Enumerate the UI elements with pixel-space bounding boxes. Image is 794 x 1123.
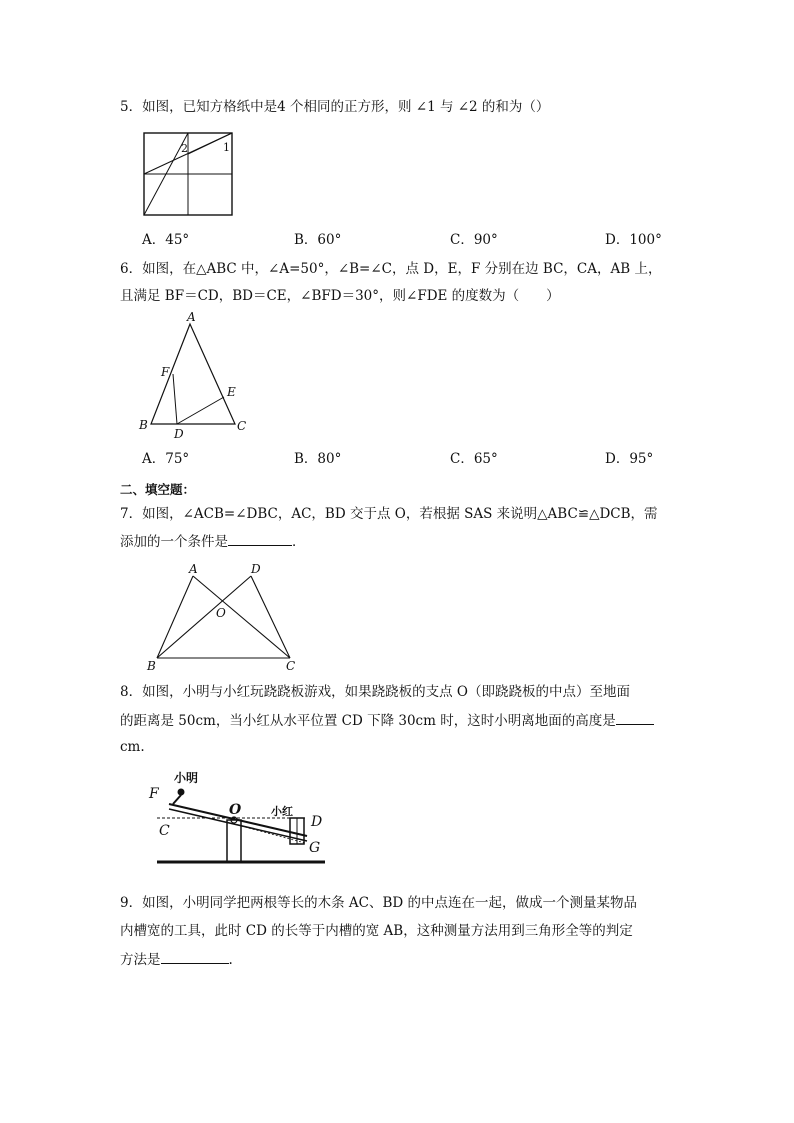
q6-stem-line1: 6．如图，在△ABC 中，∠A=50°，∠B=∠C，点 D，E，F 分别在边 BC，CA，AB 上， [120, 261, 662, 277]
q8-stem-line3: cm. [120, 739, 145, 755]
q7-answer-blank[interactable] [228, 532, 292, 546]
label-xiaohong: 小红 [271, 805, 293, 818]
section-title-fill-blank: 二、填空题： [120, 482, 196, 497]
label-f: F [149, 786, 159, 802]
q6-stem-line2: 且满足 BF＝CD，BD＝CE，∠BFD＝30°，则∠FDE 的度数为（ ） [120, 288, 560, 304]
q7-figure [145, 560, 305, 674]
q7-stem-line2 [120, 532, 306, 551]
q6-option-a[interactable]: A．75° [142, 451, 190, 467]
q9-stem-end: . [228, 952, 233, 968]
q8-answer-blank[interactable] [616, 711, 654, 725]
vertex-a: A [187, 310, 196, 324]
q7-stem-end: ． [292, 534, 306, 550]
q9-answer-blank[interactable] [161, 950, 229, 964]
vertex-b: B [139, 418, 148, 432]
segment-ab [157, 576, 193, 658]
vertex-f: F [161, 365, 170, 379]
vertex-c: C [286, 659, 296, 673]
vertex-b: B [147, 659, 156, 673]
label-d: D [311, 814, 323, 830]
q8-seesaw-figure [145, 768, 335, 868]
q8-stem-text: 的距离是 50cm，当小红从水平位置 CD 下降 30cm 时，这时小明离地面的高度是 [120, 713, 616, 729]
xiaoming-body [173, 795, 181, 804]
q9-stem-line3 [120, 950, 233, 969]
segment-bd [157, 576, 251, 658]
q5-grid-figure [143, 132, 235, 218]
label-g: G [309, 840, 321, 856]
q9-stem-line2: 内槽宽的工具，此时 CD 的长等于内槽的宽 AB，这种测量方法用到三角形全等的判定 [120, 923, 633, 939]
vertex-c: C [237, 419, 247, 433]
vertex-d: D [174, 427, 184, 441]
label-c: C [159, 823, 170, 839]
segment-ac [193, 576, 290, 658]
q5-option-c[interactable]: C．90° [450, 232, 498, 248]
q7-stem-line1: 7．如图，∠ACB=∠DBC，AC，BD 交于点 O，若根据 SAS 来说明△ABC≌△DCB，需 [120, 506, 658, 522]
q8-stem-line2 [120, 711, 654, 730]
q6-option-d[interactable]: D．95° [605, 451, 654, 467]
q5-option-d[interactable]: D．100° [605, 232, 662, 248]
segment-fd [173, 374, 177, 424]
q6-option-c[interactable]: C．65° [450, 451, 498, 467]
angle-label-1: 1 [223, 141, 230, 154]
point-o: O [216, 606, 226, 620]
q7-stem-text: 添加的一个条件是 [120, 534, 228, 550]
q6-triangle-figure [135, 312, 255, 442]
vertex-e: E [227, 385, 236, 399]
label-xiaoming: 小明 [174, 771, 199, 785]
q9-stem-text: 方法是 [120, 952, 161, 968]
angle-label-2: 2 [181, 142, 188, 155]
xiaoming-head [178, 789, 185, 796]
label-o: O [229, 802, 242, 818]
q8-stem-line1: 8．如图，小明与小红玩跷跷板游戏，如果跷跷板的支点 O（即跷跷板的中点）至地面 [120, 684, 630, 700]
vertex-a: A [189, 562, 198, 576]
q9-stem-line1: 9．如图，小明同学把两根等长的木条 AC、BD 的中点连在一起，做成一个测量某物品 [120, 895, 637, 911]
q5-option-b[interactable]: B．60° [294, 232, 342, 248]
q5-option-a[interactable]: A．45° [142, 232, 190, 248]
vertex-d: D [251, 562, 261, 576]
segment-de [177, 397, 224, 424]
fulcrum-post [227, 820, 241, 862]
q5-stem: 5．如图，已知方格纸中是4 个相同的正方形，则 ∠1 与 ∠2 的和为（） [120, 99, 550, 115]
q6-option-b[interactable]: B．80° [294, 451, 342, 467]
segment-dc [251, 576, 290, 658]
